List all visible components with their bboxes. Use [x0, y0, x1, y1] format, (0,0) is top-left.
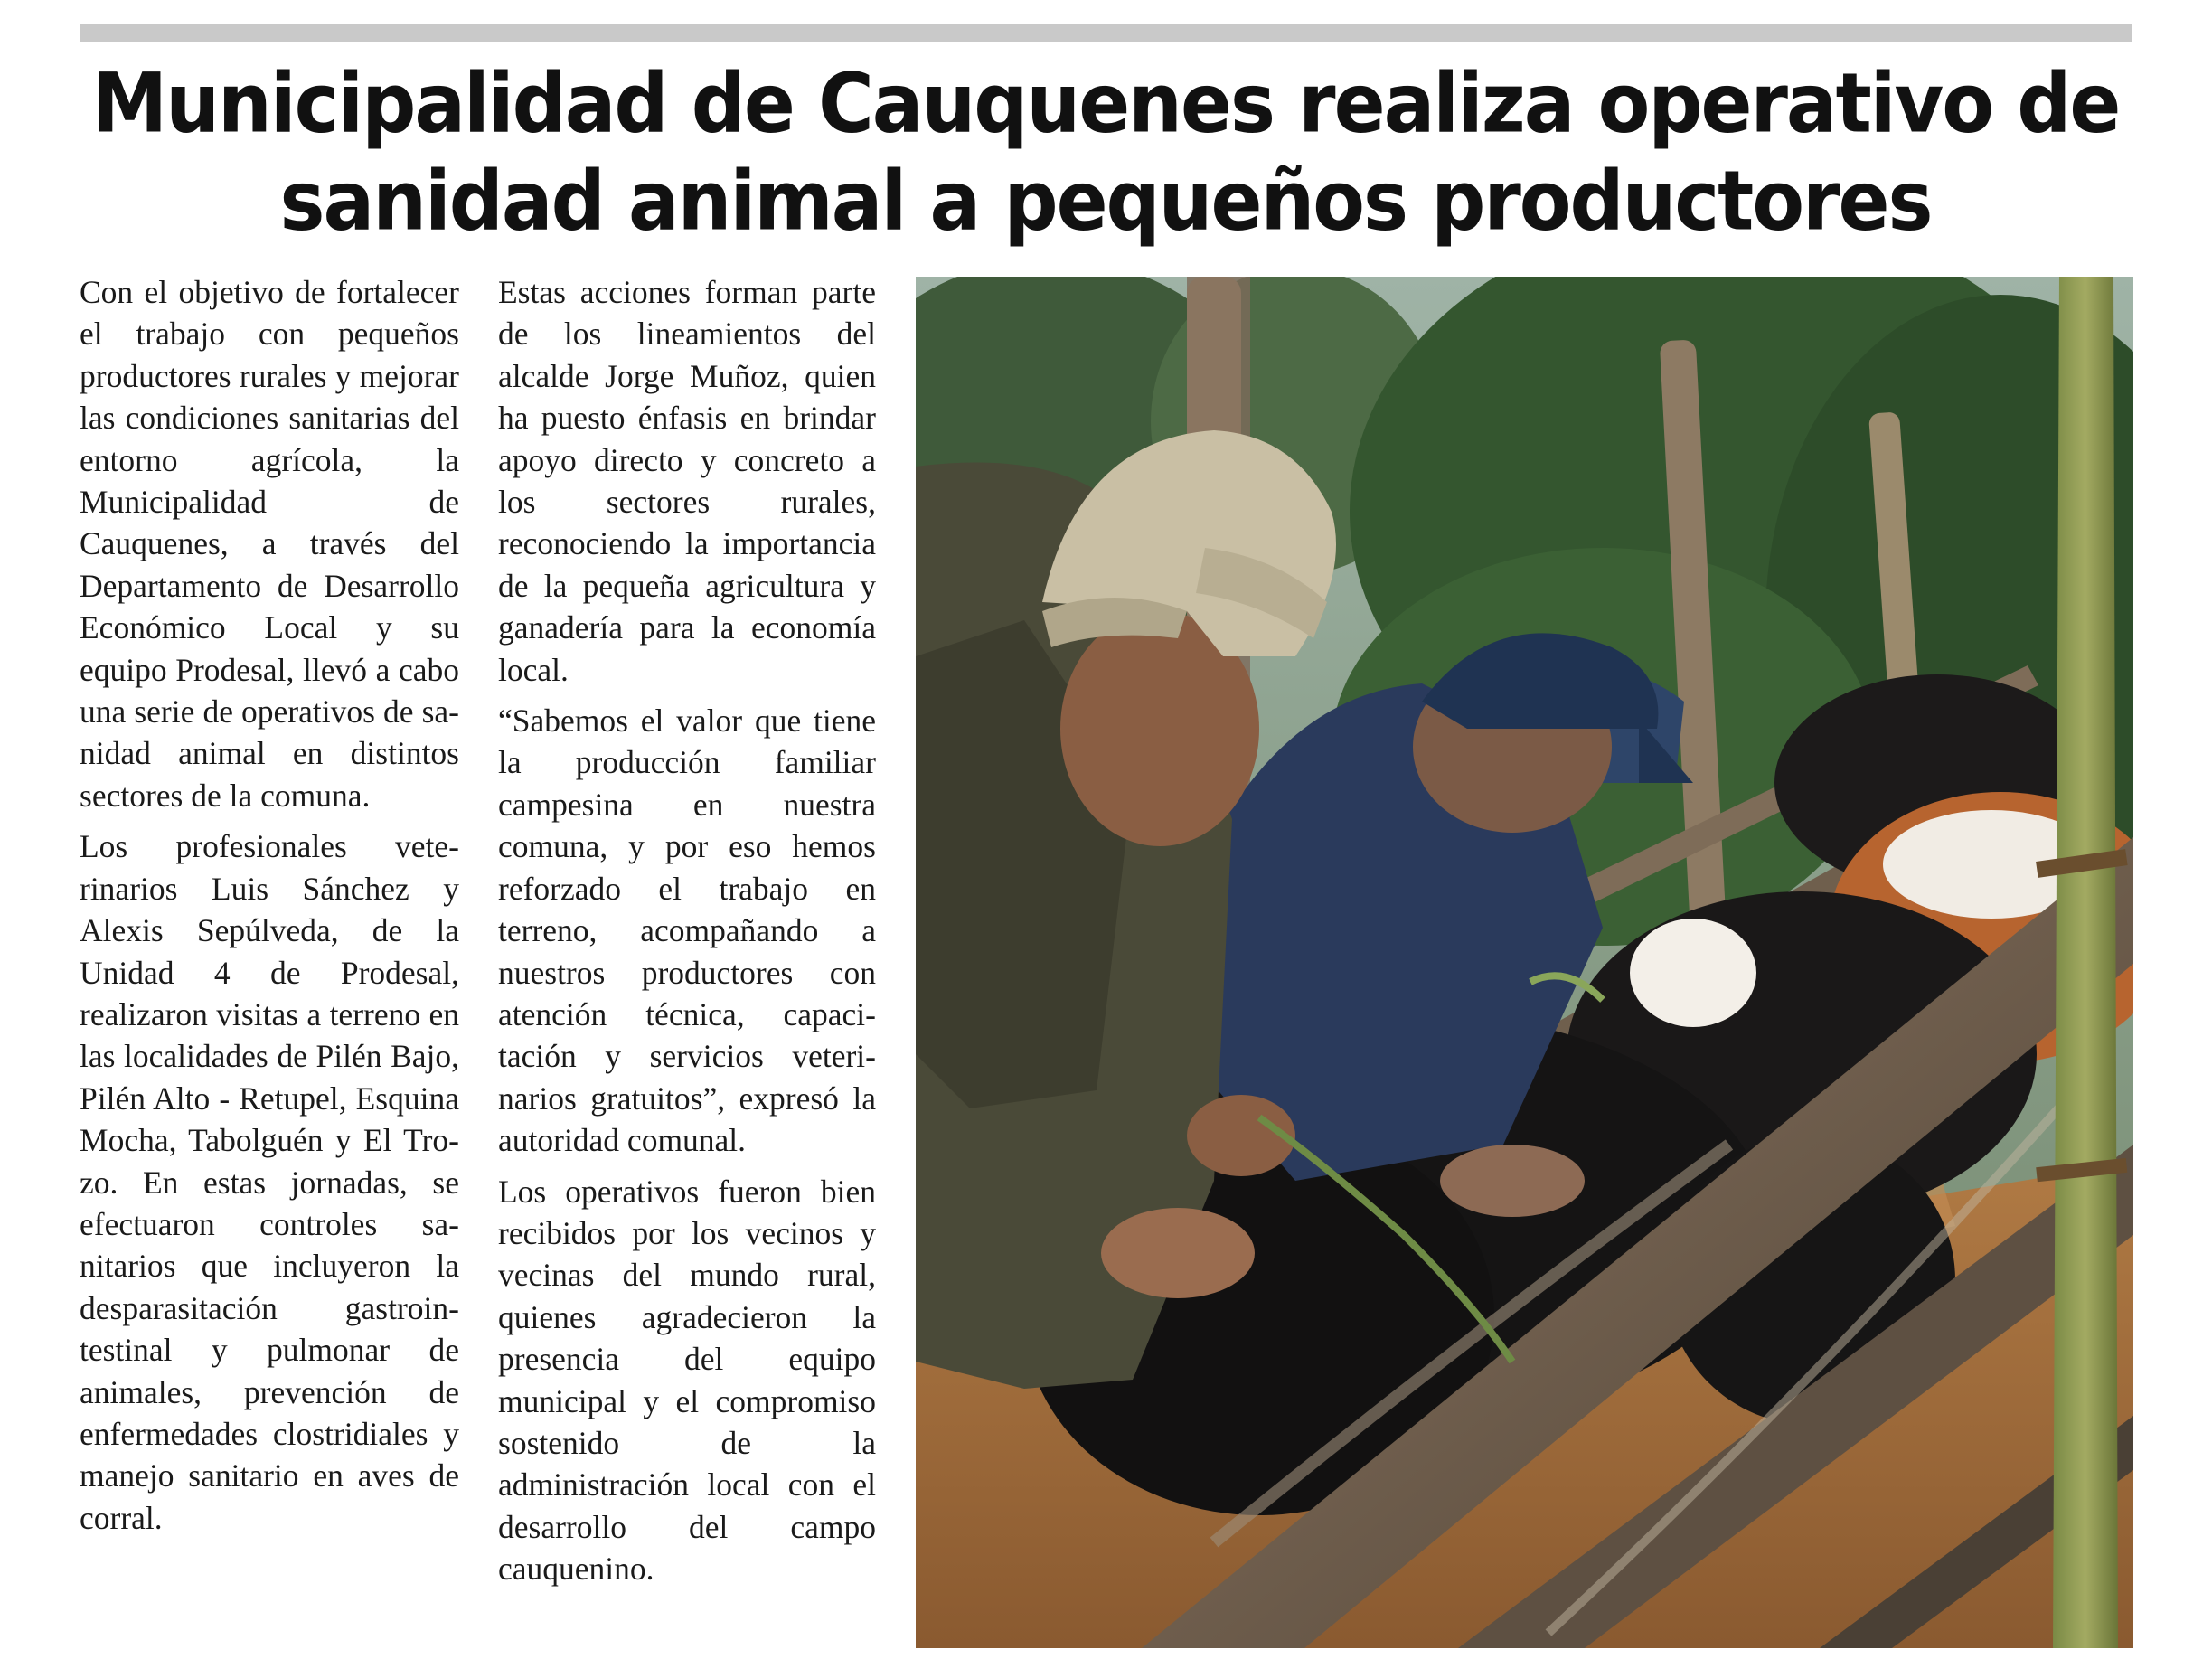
- headline-line-1: Municipalidad de Cauquenes realiza operativo de: [91, 55, 2120, 151]
- paragraph-intro: Con el objetivo de fortalecer el trabajo con pequeños productores rurales y mejorar las condiciones sanitarias del entorno agrícola, la Municipalidad de Cauquenes, a través del Departamento de Desarrollo Económico Local y su equipo Prodesal, llevó a cabo una serie de operativos de sanidad animal en distintos sectores de la comuna.: [80, 274, 459, 814]
- livestock-scene-illustration: [916, 277, 2133, 1648]
- paragraph-quote: “Sabemos el valor que tiene la producción familiar campesina en nuestra comuna, y por eso hemos reforzado el trabajo en terreno, acompañando a nuestros productores con atención técnica, capacitación y servicios veterinarios gratuitos”, expresó la autoridad comunal.: [498, 702, 876, 1159]
- paragraph-veterinarians: Los profesionales veterinarios Luis Sánchez y Alexis Sepúlveda, de la Unidad 4 de Prodesal, realizaron visitas a terreno en las localidades de Pilén Bajo, Pilén Alto - Retupel, Esquina Mocha, Tabolguén y El Trozo. En estas jornadas, se efectuaron controles sanitarios que incluyeron la desparasitación gastrointestinal y pulmonar de animales, prevención de enfermedades clostridiales y manejo sanitario en aves de corral.: [80, 828, 459, 1536]
- article-column-2: [498, 271, 876, 1599]
- headline-line-2: sanidad animal a pequeños productores: [279, 153, 1932, 249]
- top-rule: [80, 24, 2132, 42]
- paragraph-guidelines: Estas acciones forman parte de los lineamientos del alcalde Jorge Muñoz, quien ha puesto énfasis en brindar apoyo directo y concreto a los sectores rurales, reconociendo la importancia de la pequeña agricultura y ganadería para la economía local.: [498, 274, 876, 688]
- paragraph-reception: Los operativos fueron bien recibidos por los vecinos y vecinas del mundo rural, quienes agradecieron la presencia del equipo municipal y el compromiso sostenido de la administración local con el desarrollo del campo cauquenino.: [498, 1173, 876, 1588]
- article-headline: [80, 54, 2132, 250]
- article-column-1: [80, 271, 459, 1548]
- article-photo: [916, 277, 2133, 1648]
